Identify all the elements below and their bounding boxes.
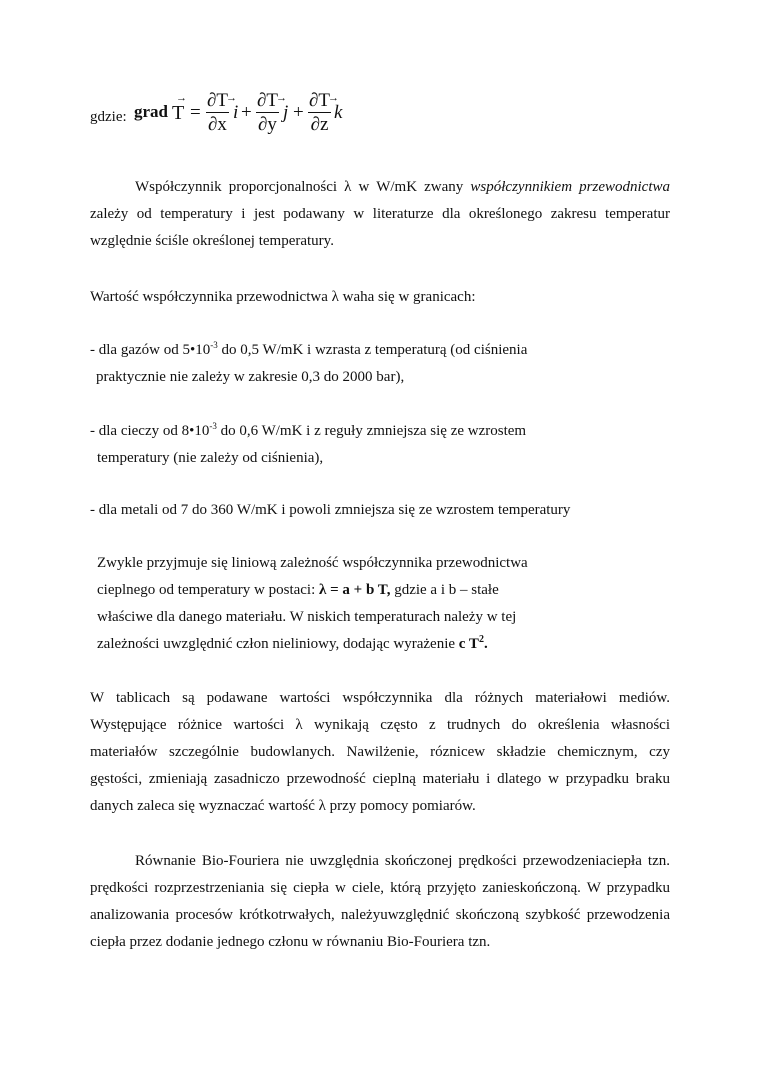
formula-prefix: gdzie: (90, 109, 127, 125)
paragraph-tables (90, 685, 670, 820)
text-line: praktycznie nie zależy w zakresie 0,3 do 2000 bar), (96, 369, 405, 385)
fraction-denominator: ∂y (258, 114, 277, 135)
fraction-bar (308, 112, 331, 113)
text-line: zależy od temperatury i jest podawany w literaturze dla określonego zakresu temperatur (90, 206, 670, 222)
fraction-numerator: ∂T (257, 90, 278, 111)
plus-sign: + (293, 102, 304, 123)
text-line: ciepła przez dodanie jednego członu w równaniu Bio-Fouriera tzn. (90, 934, 491, 950)
gradient-formula (90, 90, 450, 150)
emphasis-term: współczynnikiem przewodnictwa (470, 179, 670, 195)
text-run: - dla gazów od 5•10 (90, 342, 211, 358)
text-line (97, 577, 677, 604)
text-line: Występujące różnice wartości λ wynikają często z trudnych do określenia własności (90, 717, 670, 733)
fraction-numerator: ∂T (309, 90, 330, 111)
text-line: temperatury (nie zależy od ciśnienia), (97, 450, 324, 466)
grad-operator: grad (134, 102, 168, 121)
vector-arrow-i: → (226, 92, 237, 104)
text-line (97, 631, 677, 658)
text-run: zależności uwzględnić człon nieliniowy, dodając wyrażenie (97, 636, 459, 652)
fraction-bar (256, 112, 279, 113)
paragraph-linear-dependence (97, 550, 677, 658)
unit-vector-i: i (233, 102, 239, 123)
text-line: materiałów szczególnie budowlanych. Nawilżenie, róznicew składzie chemicznym, czy (90, 744, 670, 760)
text-line: gęstości, zmieniają zasadniczo przewodność cieplną materiału i dlatego w przypadku braku (90, 771, 670, 787)
text-line: względnie ściśle określonej temperatury. (90, 233, 334, 249)
text-line: Równanie Bio-Fouriera nie uwzględnia skończonej prędkości przewodzeniaciepła tzn. (135, 853, 670, 869)
text-line: W tablicach są podawane wartości współczynnika dla różnych materiałowi mediów. (90, 690, 670, 706)
formula-lambda: λ = a + b T, (319, 582, 391, 598)
text-run: cieplnego od temperatury w postaci: (97, 582, 320, 598)
text-line: Zwykle przyjmuje się liniową zależność współczynnika przewodnictwa (97, 555, 528, 571)
text-line: prędkości rozprzestrzeniania się ciepła w ciele, którą przyjęto zanieskończoną. W przypadku (90, 880, 670, 896)
temperature-symbol: T (172, 102, 185, 124)
plus-sign: + (241, 102, 252, 123)
text-run: gdzie a i b – stałe (390, 582, 499, 598)
exponent: -3 (209, 421, 217, 431)
text-line (90, 337, 670, 364)
text-run: . (483, 636, 488, 652)
fraction-denominator: ∂z (310, 114, 329, 135)
paragraph-conductivity-intro (90, 174, 670, 255)
text-line: danych zaleca się wyznaczać wartość λ przy pomocy pomiarów. (90, 798, 476, 814)
formula-cT: c T (458, 636, 479, 652)
text-run: do 0,5 W/mK i wzrasta z temperaturą (od ciśnienia (217, 342, 528, 358)
text-run: - dla cieczy od 8•10 (90, 423, 210, 439)
text-run: do 0,6 W/mK i z reguły zmniejsza się ze wzrostem (216, 423, 527, 439)
fraction-bar (206, 112, 229, 113)
text-line (90, 418, 670, 445)
unit-vector-j: j (283, 102, 289, 123)
list-item-gases (90, 337, 670, 391)
list-item-metals: - dla metali od 7 do 360 W/mK i powoli zmniejsza się ze wzrostem temperatury (90, 502, 571, 518)
fraction-numerator: ∂T (207, 90, 228, 111)
fraction-denominator: ∂x (208, 114, 227, 135)
exponent: -3 (210, 340, 218, 350)
text-run: Współczynnik proporcjonalności λ w W/mK zwany (135, 179, 471, 195)
paragraph-bio-fourier (90, 848, 670, 956)
equals-sign: = (190, 102, 201, 123)
paragraph-range: Wartość współczynnika przewodnictwa λ waha się w granicach: (90, 289, 476, 305)
unit-vector-k: k (334, 102, 343, 123)
text-line: analizowania procesów krótkotrwałych, należyuwzględnić skończoną szybkość przewodzenia (90, 907, 670, 923)
text-line (90, 174, 670, 201)
exponent: 2 (478, 634, 484, 645)
text-line: właściwe dla danego materiału. W niskich temperaturach należy w tej (97, 609, 517, 625)
list-item-liquids (90, 418, 670, 472)
vector-arrow-k: → (328, 92, 339, 104)
vector-arrow-j: → (276, 92, 287, 104)
vector-arrow-T: → (176, 92, 187, 104)
